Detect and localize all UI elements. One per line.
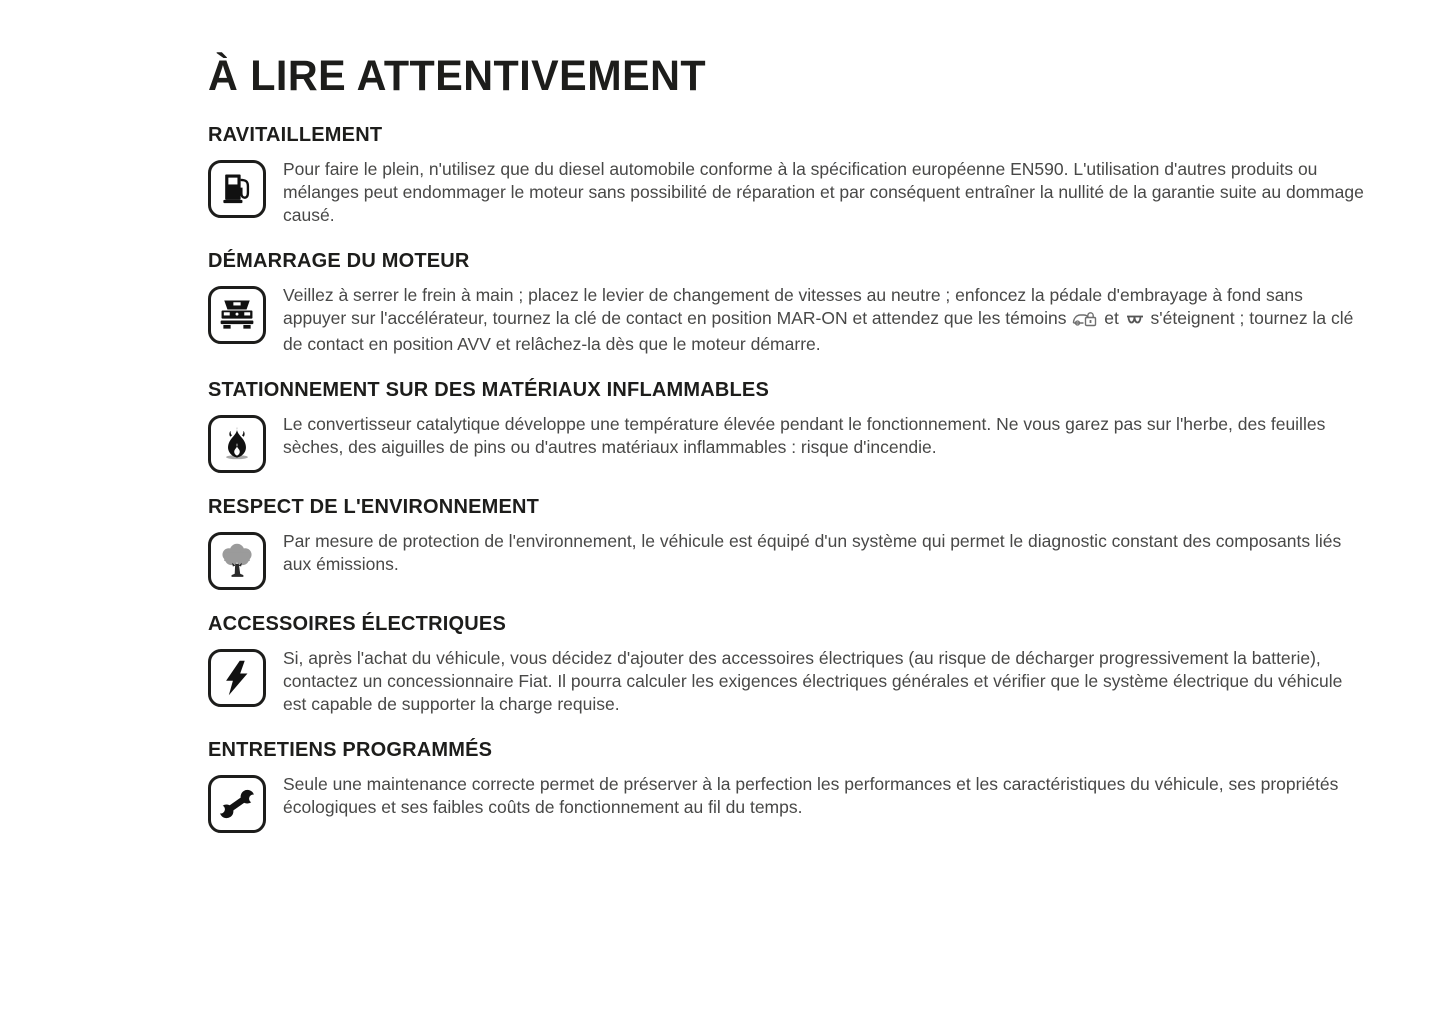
car-front-icon (208, 286, 266, 344)
section-stationnement-materiaux-inflammables (208, 379, 1367, 473)
page-title: À LIRE ATTENTIVEMENT (208, 52, 707, 100)
section-demarrage-du-moteur (208, 250, 1367, 356)
section-heading: DÉMARRAGE DU MOTEUR (208, 250, 470, 272)
fiat-code-warning-light-icon (1072, 310, 1098, 333)
section-text: Seule une maintenance correcte permet de préserver à la perfection les performances et les caractéristiques du véhicule, ses propriétés écologiques et ses faibles coûts de fonctionnement au fil du temps. (283, 774, 1339, 817)
section-text: Par mesure de protection de l'environnement, le véhicule est équipé d'un système qui permet le diagnostic constant des composants liés aux émissions. (283, 531, 1342, 574)
section-text: Le convertisseur catalytique développe une température élevée pendant le fonctionnement. Ne vous garez pas sur l'herbe, des feuilles sèches, des aiguilles de pins ou d'autres matériaux inflammables : risque d'incendie. (283, 414, 1326, 457)
lightning-bolt-icon (208, 649, 266, 707)
section-entretiens-programmes (208, 739, 1367, 833)
section-text (283, 284, 1365, 356)
wrench-icon (208, 775, 266, 833)
section-ravitaillement (208, 124, 1367, 227)
glow-plug-warning-light-icon (1125, 310, 1145, 333)
section-heading: STATIONNEMENT SUR DES MATÉRIAUX INFLAMMABLES (208, 379, 770, 401)
text-before-symbols: Veillez à serrer le frein à main ; placez le levier de changement de vitesses au neutre ; enfoncez la pédale d'embrayage à fond sans appuyer sur l'accélérateur, tournez la clé de contact en position MAR-ON et attendez que les témoins (283, 285, 1303, 328)
section-heading: ENTRETIENS PROGRAMMÉS (208, 739, 493, 761)
section-heading: RAVITAILLEMENT (208, 124, 383, 146)
fuel-pump-icon (208, 160, 266, 218)
section-accessoires-electriques (208, 613, 1367, 716)
tree-icon (208, 532, 266, 590)
section-heading: RESPECT DE L'ENVIRONNEMENT (208, 496, 540, 518)
section-text: Si, après l'achat du véhicule, vous décidez d'ajouter des accessoires électriques (au risque de décharger progressivement la batterie), contactez un concessionnaire Fiat. Il pourra calculer les exigences électriques générales et vérifier que le système électrique du véhicule est capable de supporter la charge requise. (283, 648, 1343, 714)
text-after-symbols: s'éteignent ; tournez la clé de contact en position AVV et relâchez-la dès que le moteur démarre. (283, 308, 1354, 354)
section-heading: ACCESSOIRES ÉLECTRIQUES (208, 613, 506, 635)
text-between-symbols: et (1099, 308, 1124, 328)
section-text: Pour faire le plein, n'utilisez que du diesel automobile conforme à la spécification européenne EN590. L'utilisation d'autres produits ou mélanges peut endommager le moteur sans possibilité de réparation et par conséquent entraîner la nullité de la garantie suite au dommage causé. (283, 159, 1364, 225)
section-respect-environnement (208, 496, 1367, 590)
flame-icon (208, 415, 266, 473)
